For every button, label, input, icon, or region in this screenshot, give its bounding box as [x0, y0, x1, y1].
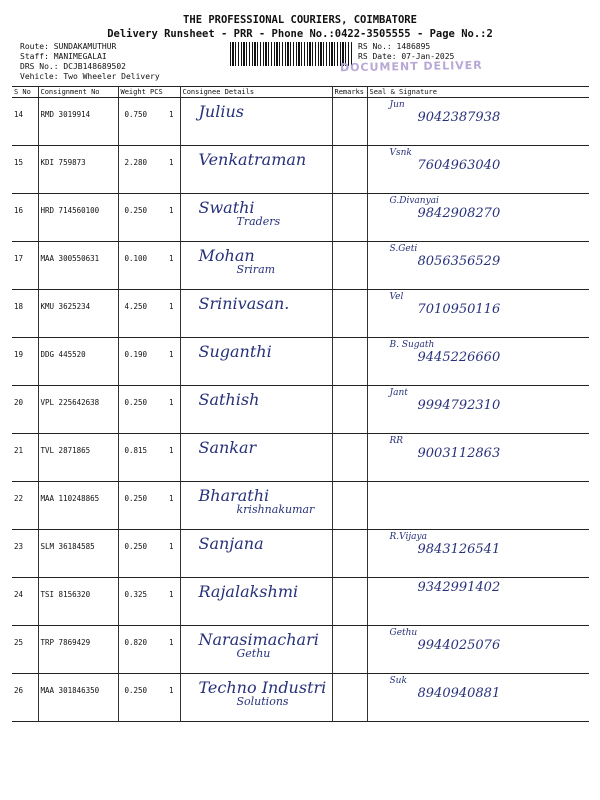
table-row — [12, 338, 589, 386]
row-remarks — [332, 242, 367, 290]
row-consignee — [180, 386, 332, 434]
row-sno: 14 — [12, 98, 38, 146]
runsheet-table — [12, 86, 589, 722]
signature-text: Vsnk — [389, 148, 412, 158]
consignee-name: Srinivasan. — [198, 294, 290, 313]
barcode — [230, 42, 353, 66]
row-consignee — [180, 482, 332, 530]
row-weight-pcs — [118, 146, 180, 194]
row-weight-pcs — [118, 578, 180, 626]
row-weight: 0.815 — [124, 446, 148, 455]
row-pcs: 1 — [168, 542, 174, 551]
row-consignee — [180, 674, 332, 722]
row-sno: 22 — [12, 482, 38, 530]
row-consignee — [180, 242, 332, 290]
row-pcs: 1 — [168, 638, 174, 647]
signature-phone: 9445226660 — [417, 350, 501, 365]
row-signature — [367, 674, 589, 722]
row-sno: 25 — [12, 626, 38, 674]
col-weight: Weight — [120, 88, 146, 96]
col-consignment: Consignment No — [38, 87, 118, 98]
row-pcs: 1 — [168, 350, 174, 359]
row-pcs: 1 — [168, 110, 174, 119]
consignee-name: Rajalakshmi — [198, 582, 299, 601]
row-remarks — [332, 98, 367, 146]
row-weight-pcs — [118, 194, 180, 242]
row-consignment: KMU 3625234 — [38, 290, 118, 338]
row-consignment: TRP 7869429 — [38, 626, 118, 674]
table-header — [12, 87, 589, 98]
row-weight-pcs — [118, 98, 180, 146]
row-remarks — [332, 386, 367, 434]
row-consignee — [180, 434, 332, 482]
signature-phone: 9843126541 — [417, 542, 501, 557]
row-consignment: TVL 2871865 — [38, 434, 118, 482]
table-row — [12, 530, 589, 578]
row-weight-pcs — [118, 674, 180, 722]
row-pcs: 1 — [168, 446, 174, 455]
staff-label: Staff: MANIMEGALAI — [20, 52, 107, 61]
row-remarks — [332, 290, 367, 338]
signature-phone: 8056356529 — [417, 254, 501, 269]
row-consignee — [180, 98, 332, 146]
table-row — [12, 386, 589, 434]
consignee-name: Sankar — [198, 438, 257, 457]
row-pcs: 1 — [168, 590, 174, 599]
row-signature — [367, 146, 589, 194]
row-pcs: 1 — [168, 398, 174, 407]
row-sno: 21 — [12, 434, 38, 482]
row-remarks — [332, 674, 367, 722]
row-remarks — [332, 434, 367, 482]
signature-phone: 7010950116 — [417, 302, 501, 317]
row-pcs: 1 — [168, 302, 174, 311]
row-sno: 16 — [12, 194, 38, 242]
consignee-name-line2: krishnakumar — [236, 503, 315, 516]
row-signature — [367, 626, 589, 674]
row-pcs: 1 — [168, 158, 174, 167]
row-consignment: DDG 445520 — [38, 338, 118, 386]
row-signature — [367, 578, 589, 626]
signature-phone: 9944025076 — [417, 638, 501, 653]
col-consignee: Consignee Details — [180, 87, 332, 98]
row-weight: 0.100 — [124, 254, 148, 263]
row-weight-pcs — [118, 386, 180, 434]
row-signature — [367, 98, 589, 146]
consignee-name-line2: Sriram — [236, 263, 276, 276]
row-consignee — [180, 146, 332, 194]
row-signature — [367, 338, 589, 386]
consignee-name: Swathi — [198, 198, 255, 217]
row-remarks — [332, 530, 367, 578]
table-row — [12, 626, 589, 674]
row-signature — [367, 242, 589, 290]
row-consignment: MAA 301846350 — [38, 674, 118, 722]
row-weight-pcs — [118, 242, 180, 290]
table-row — [12, 674, 589, 722]
route-info — [20, 42, 160, 82]
row-remarks — [332, 578, 367, 626]
table-row — [12, 194, 589, 242]
consignee-name: Narasimachari — [198, 630, 319, 649]
row-signature — [367, 482, 589, 530]
col-pcs: PCS — [150, 88, 163, 96]
signature-text: B. Sugath — [389, 340, 435, 350]
table-row — [12, 482, 589, 530]
row-weight-pcs — [118, 530, 180, 578]
row-sno: 24 — [12, 578, 38, 626]
row-weight: 0.325 — [124, 590, 148, 599]
row-weight-pcs — [118, 626, 180, 674]
signature-text: Vel — [389, 292, 404, 302]
signature-text: Jant — [389, 388, 408, 398]
signature-text: Suk — [389, 676, 407, 686]
row-consignment: MAA 300550631 — [38, 242, 118, 290]
runsheet-subtitle: Delivery Runsheet - PRR - Phone No.:0422-3505555 - Page No.:2 — [107, 28, 493, 40]
row-remarks — [332, 338, 367, 386]
consignee-name: Sathish — [198, 390, 260, 409]
runsheet-title: THE PROFESSIONAL COURIERS, COIMBATORE — [183, 14, 417, 26]
consignee-name: Suganthi — [198, 342, 272, 361]
col-signature: Seal & Signature — [367, 87, 589, 98]
row-signature — [367, 530, 589, 578]
consignee-name: Bharathi — [198, 486, 270, 505]
signature-text: Gethu — [389, 628, 418, 638]
signature-phone: 9842908270 — [417, 206, 501, 221]
consignee-name-line2: Gethu — [236, 647, 271, 660]
row-weight: 0.250 — [124, 686, 148, 695]
signature-phone: 8940940881 — [417, 686, 501, 701]
table-row — [12, 290, 589, 338]
row-sno: 18 — [12, 290, 38, 338]
row-pcs: 1 — [168, 494, 174, 503]
consignee-name: Techno Industri — [198, 678, 327, 697]
row-weight-pcs — [118, 290, 180, 338]
signature-phone: 9342991402 — [417, 580, 501, 595]
signature-phone: 7604963040 — [417, 158, 501, 173]
col-remarks: Remarks — [332, 87, 367, 98]
row-consignment: SLM 36184585 — [38, 530, 118, 578]
row-pcs: 1 — [168, 686, 174, 695]
row-signature — [367, 290, 589, 338]
table-row — [12, 98, 589, 146]
signature-phone: 9003112863 — [417, 446, 501, 461]
table-row — [12, 434, 589, 482]
row-consignment: MAA 110248865 — [38, 482, 118, 530]
row-consignment: RMD 3019914 — [38, 98, 118, 146]
row-consignee — [180, 626, 332, 674]
row-pcs: 1 — [168, 254, 174, 263]
row-weight: 4.250 — [124, 302, 148, 311]
row-consignee — [180, 530, 332, 578]
consignee-name-line2: Traders — [236, 215, 281, 228]
signature-text: RR — [389, 436, 404, 446]
signature-text: Jun — [389, 100, 405, 110]
row-sno: 19 — [12, 338, 38, 386]
row-signature — [367, 194, 589, 242]
row-consignment: TSI 8156320 — [38, 578, 118, 626]
row-signature — [367, 386, 589, 434]
row-remarks — [332, 146, 367, 194]
row-sno: 26 — [12, 674, 38, 722]
row-consignee — [180, 338, 332, 386]
rs-date: RS Date: 07-Jan-2025 — [358, 52, 455, 61]
rs-number: RS No.: 1486895 — [358, 42, 431, 51]
signature-phone: 9994792310 — [417, 398, 501, 413]
signature-phone: 9042387938 — [417, 110, 501, 125]
row-consignment: VPL 225642638 — [38, 386, 118, 434]
row-sno: 17 — [12, 242, 38, 290]
row-consignment: KDI 759873 — [38, 146, 118, 194]
delivery-stamp: DOCUMENT DELIVER — [339, 58, 483, 75]
consignee-name: Sanjana — [198, 534, 264, 553]
row-consignee — [180, 578, 332, 626]
row-weight-pcs — [118, 338, 180, 386]
signature-text: G.Divanyai — [389, 196, 439, 206]
row-sno: 20 — [12, 386, 38, 434]
row-weight: 0.250 — [124, 398, 148, 407]
row-weight-pcs — [118, 482, 180, 530]
row-pcs: 1 — [168, 206, 174, 215]
route-label: Route: SUNDAKAMUTHUR — [20, 42, 117, 51]
row-remarks — [332, 194, 367, 242]
row-weight: 0.750 — [124, 110, 148, 119]
consignee-name-line2: Solutions — [236, 695, 289, 708]
row-weight: 2.280 — [124, 158, 148, 167]
signature-text: R.Vijaya — [389, 532, 427, 542]
row-weight: 0.250 — [124, 542, 148, 551]
row-signature — [367, 434, 589, 482]
consignee-name: Julius — [198, 102, 244, 121]
table-row — [12, 146, 589, 194]
row-consignee — [180, 194, 332, 242]
row-remarks — [332, 482, 367, 530]
row-weight-pcs — [118, 434, 180, 482]
row-weight: 0.820 — [124, 638, 148, 647]
row-consignee — [180, 290, 332, 338]
row-sno: 23 — [12, 530, 38, 578]
row-sno: 15 — [12, 146, 38, 194]
consignee-name: Mohan — [198, 246, 255, 265]
row-weight: 0.190 — [124, 350, 148, 359]
vehicle-label: Vehicle: Two Wheeler Delivery — [20, 72, 160, 81]
row-weight: 0.250 — [124, 494, 148, 503]
col-sno: S No — [12, 87, 38, 98]
drs-label: DRS No.: DCJB148689502 — [20, 62, 126, 71]
signature-text: S.Geti — [389, 244, 418, 254]
row-remarks — [332, 626, 367, 674]
row-consignment: HRD 714560100 — [38, 194, 118, 242]
table-row — [12, 242, 589, 290]
row-weight: 0.250 — [124, 206, 148, 215]
col-weight-pcs — [118, 87, 180, 98]
table-row — [12, 578, 589, 626]
consignee-name: Venkatraman — [198, 150, 307, 169]
